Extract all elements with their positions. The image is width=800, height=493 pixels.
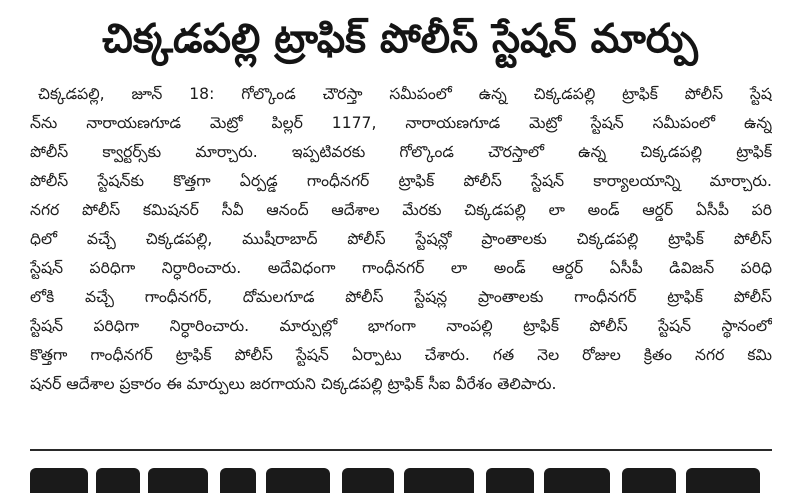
- article-line: పోలీస్ క్వార్టర్స్‌కు మార్చారు. ఇప్పటివరకు గోల్కొండ చౌరస్తాలో ఉన్న చిక్కడపల్లి ట్రాఫిక్: [30, 143, 772, 161]
- section-divider: [30, 449, 772, 451]
- article-line: ధిలో వచ్చే చిక్కడపల్లి, ముషీరాబాద్ పోలీస్ స్టేషన్లో ప్రాంతాలకు చిక్కడపల్లి ట్రాఫిక్ పోలీస్: [30, 230, 772, 248]
- article-line: కొత్తగా గాంధీనగర్ ట్రాఫిక్ పోలీస్ స్టేషన్ ఏర్పాటు చేశారు. గత నెల రోజుల క్రితం నగర కమి: [30, 346, 772, 364]
- article-line: స్టేషన్ పరిధిగా నిర్ధారించారు. మార్పుల్లో భాగంగా నాంపల్లి ట్రాఫిక్ పోలీస్ స్టేషన్ స్థానంలో: [30, 317, 772, 335]
- article-body: [30, 80, 772, 452]
- article-line: న్‌ను నారాయణగూడ మెట్రో పిల్లర్ 1177, నారాయణగూడ మెట్రో స్టేషన్ సమీపంలో ఉన్న: [30, 114, 772, 132]
- next-article-headline-cropped: [30, 462, 772, 493]
- article-line: చిక్కడపల్లి, జూన్ 18: గోల్కొండ చౌరస్తా సమీపంలో ఉన్న చిక్కడపల్లి ట్రాఫిక్ పోలీస్ స్టేష: [38, 85, 772, 103]
- article-line: పోలీస్ స్టేషన్‌కు కొత్తగా ఏర్పడ్డ గాంధీనగర్ ట్రాఫిక్ పోలీస్ స్టేషన్ కార్యాలయాన్ని మార్చారు.: [30, 172, 772, 190]
- article-line: నగర పోలీస్ కమిషనర్ సీవీ ఆనంద్ ఆదేశాల మేరకు చిక్కడపల్లి లా అండ్ ఆర్డర్ ఏసీపీ పరి: [30, 201, 772, 219]
- article-line: షనర్ ఆదేశాల ప్రకారం ఈ మార్పులు జరగాయని చిక్కడపల్లి ట్రాఫిక్ సీఐ వీరేశం తెలిపారు.: [30, 375, 557, 393]
- article-headline: చిక్కడపల్లి ట్రాఫిక్ పోలీస్ స్టేషన్ మార్పు: [102, 16, 698, 62]
- article-line: స్టేషన్ పరిధిగా నిర్ధారించారు. అదేవిధంగా గాంధీనగర్ లా అండ్ ఆర్డర్ ఏసీపీ డివిజన్ పరిధి: [30, 259, 772, 277]
- article-line: లోకి వచ్చే గాంధీనగర్, దోమలగూడ పోలీస్ స్టేషన్ల ప్రాంతాలకు గాంధీనగర్ ట్రాఫిక్ పోలీస్: [30, 288, 772, 306]
